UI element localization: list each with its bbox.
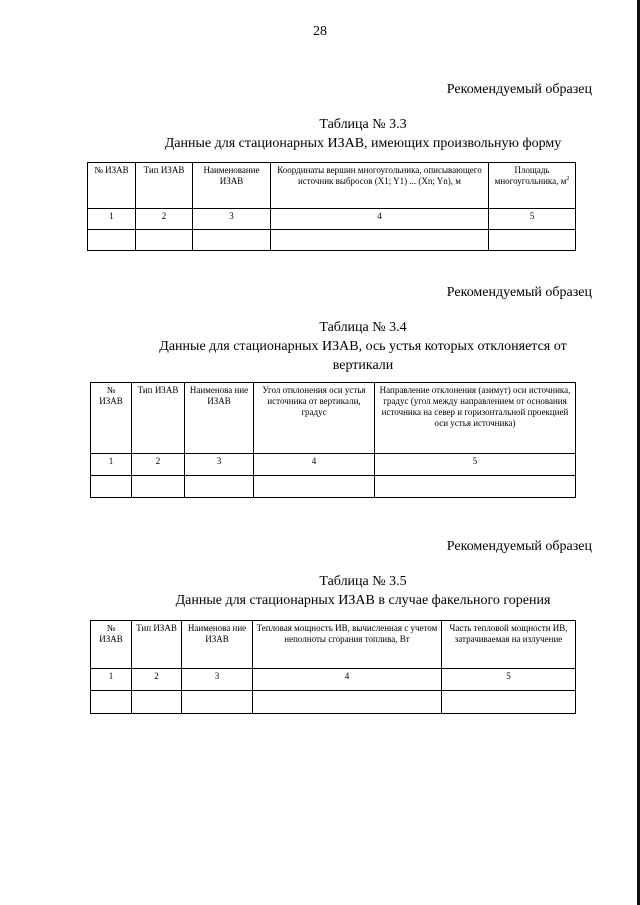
t35-header-power: Тепловая мощность ИВ, вычисленная с учетом неполноты сгорания топлива, Вт xyxy=(253,621,442,669)
recommended-label-3: Рекомендуемый образец xyxy=(446,539,592,554)
table-3-5-number: Таблица № 3.5 xyxy=(319,574,407,589)
t35-header-name: Наименова ние ИЗАВ xyxy=(182,621,253,669)
recommended-label-2: Рекомендуемый образец xyxy=(446,285,592,300)
t35-num-4: 4 xyxy=(253,669,442,691)
t33-header-area-sup: 2 xyxy=(566,176,570,182)
t34-num-2: 2 xyxy=(132,454,185,476)
t33-num-5: 5 xyxy=(489,209,576,230)
t35-num-3: 3 xyxy=(182,669,253,691)
t35-num-5: 5 xyxy=(442,669,576,691)
table-3-5-heading xyxy=(130,572,596,610)
page-number: 28 xyxy=(313,24,327,39)
t33-header-area-text: Площадь многоугольника, м xyxy=(494,165,567,186)
t34-empty-cell xyxy=(91,476,132,498)
t34-header-name: Наименова ние ИЗАВ xyxy=(185,383,254,454)
t34-header-azimuth: Направление отклонения (азимут) оси источника, градус (угол между направлением от основания источника на север и горизонтальной проекцией оси устья источника) xyxy=(375,383,576,454)
table-3-4-heading xyxy=(130,318,596,375)
table-3-3-number: Таблица № 3.3 xyxy=(319,117,407,132)
t35-empty-cell xyxy=(132,691,182,714)
t33-num-2: 2 xyxy=(136,209,193,230)
t35-header-id: № ИЗАВ xyxy=(91,621,132,669)
t33-header-id: № ИЗАВ xyxy=(88,163,136,209)
t33-num-1: 1 xyxy=(88,209,136,230)
t33-empty-cell xyxy=(489,230,576,251)
t33-num-4: 4 xyxy=(271,209,489,230)
t34-num-3: 3 xyxy=(185,454,254,476)
t35-empty-cell xyxy=(253,691,442,714)
t33-header-type: Тип ИЗАВ xyxy=(136,163,193,209)
table-3-4-number: Таблица № 3.4 xyxy=(319,320,407,335)
t35-num-1: 1 xyxy=(91,669,132,691)
t34-empty-cell xyxy=(185,476,254,498)
t33-empty-cell xyxy=(136,230,193,251)
t33-empty-cell xyxy=(193,230,271,251)
t35-num-2: 2 xyxy=(132,669,182,691)
t34-header-angle: Угол отклонения оси устья источника от вертикали, градус xyxy=(254,383,375,454)
t34-num-5: 5 xyxy=(375,454,576,476)
t34-empty-cell xyxy=(375,476,576,498)
t33-header-name: Наименование ИЗАВ xyxy=(193,163,271,209)
table-3-4 xyxy=(90,382,576,498)
table-3-3-heading xyxy=(130,115,596,153)
table-3-5-title: Данные для стационарных ИЗАВ в случае факельного горения xyxy=(175,593,551,608)
t33-header-area xyxy=(489,163,576,209)
t34-empty-cell xyxy=(254,476,375,498)
t34-header-id: № ИЗАВ xyxy=(91,383,132,454)
t35-empty-cell xyxy=(182,691,253,714)
table-3-3 xyxy=(87,162,576,251)
table-3-5 xyxy=(90,620,576,714)
recommended-label-1: Рекомендуемый образец xyxy=(446,82,592,97)
t35-empty-cell xyxy=(442,691,576,714)
t34-num-1: 1 xyxy=(91,454,132,476)
t35-empty-cell xyxy=(91,691,132,714)
table-3-4-title: Данные для стационарных ИЗАВ, ось устья которых отклоняется от вертикали xyxy=(159,339,567,373)
t34-empty-cell xyxy=(132,476,185,498)
table-3-3-title: Данные для стационарных ИЗАВ, имеющих произвольную форму xyxy=(164,136,562,151)
t35-header-type: Тип ИЗАВ xyxy=(132,621,182,669)
t33-header-coords: Координаты вершин многоугольника, описывающего источник выбросов (X1; Y1) ... (Xn; Yn), м xyxy=(271,163,489,209)
t34-header-type: Тип ИЗАВ xyxy=(132,383,185,454)
t33-num-3: 3 xyxy=(193,209,271,230)
t35-header-radiation: Часть тепловой мощности ИВ, затрачиваемая на излучение xyxy=(442,621,576,669)
t34-num-4: 4 xyxy=(254,454,375,476)
t33-empty-cell xyxy=(271,230,489,251)
t33-empty-cell xyxy=(88,230,136,251)
